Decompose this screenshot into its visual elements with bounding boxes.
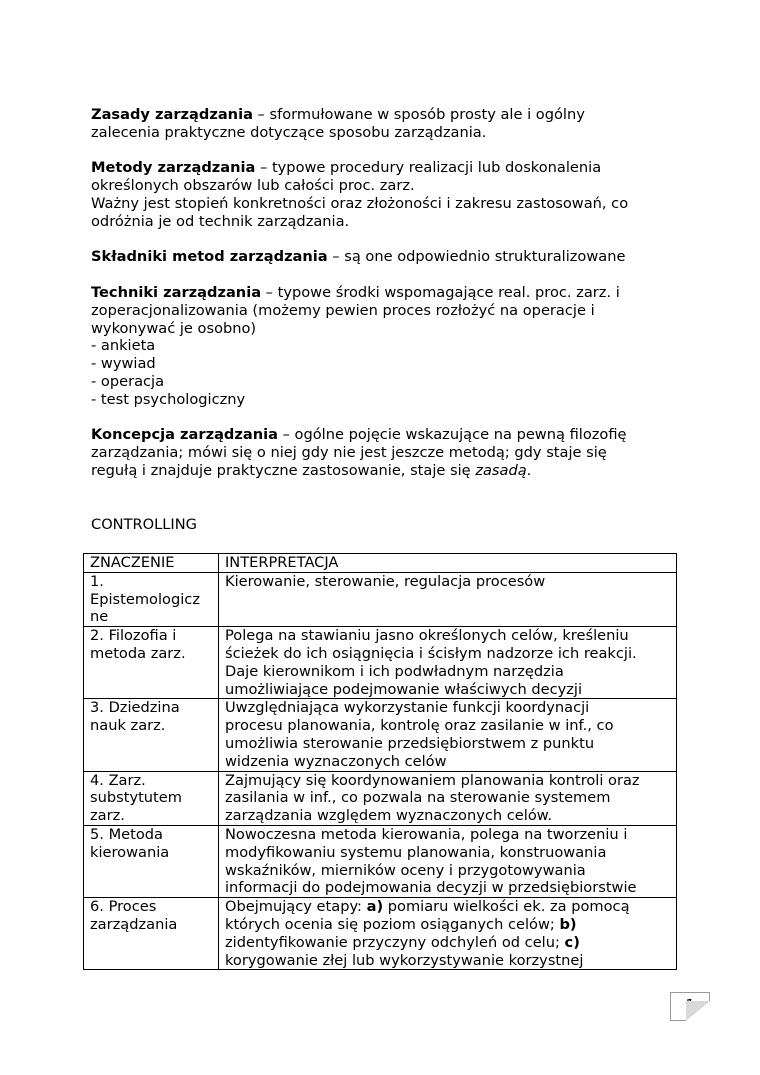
- header-znaczenie: ZNACZENIE: [84, 554, 219, 573]
- page-number: 1: [685, 996, 695, 1014]
- table-header-row: [84, 554, 677, 573]
- page-curl-icon: [686, 1001, 710, 1021]
- document-body: [91, 106, 681, 533]
- table-row: 6. Proces zarządzania Obejmujący etapy: a) pomiaru wielkości ek. za pomocą których ocenia się poziom osiąganych celów; b) zidentyfikowanie przyczyny odchyleń od celu; c) korygowanie złej lub wykorzystywanie korzystnej: [84, 898, 677, 970]
- table-row: 2. Filozofia i metoda zarz. Polega na stawianiu jasno określonych celów, kreśleniu ścieżek do ich osiągnięcia i ścisłym nadzorze ich reakcji. Daje kierownikom i ich podwładnym narzędzia umożliwiające podejmowanie właściwych decyzji: [84, 627, 677, 699]
- controlling-heading: CONTROLLING: [91, 515, 197, 533]
- page-number-box: [670, 992, 710, 1021]
- table-row: 3. Dziedzina nauk zarz. Uwzględniająca wykorzystanie funkcji koordynacji procesu planowania, kontrolę oraz zasilanie w inf., co umożliwia sterowanie przedsiębiorstwem z punktu widzenia wyznaczonych celów: [84, 699, 677, 771]
- table-row: 1. Epistemologicz ne Kierowanie, sterowanie, regulacja procesów: [84, 572, 677, 626]
- table-row: 5. Metoda kierowania Nowoczesna metoda kierowania, polega na tworzeniu i modyfikowaniu systemu planowania, konstruowania wskaźników, mierników oceny i przygotowywania informacji do podejmowania decyzji w przedsiębiorstwie: [84, 825, 677, 897]
- section-metody: Metody zarządzania – typowe procedury realizacji lub doskonalenia określonych obszarów lub całości proc. zarz. Ważny jest stopień konkretności oraz złożoności i zakresu zastosowań, co odróżnia je od technik zarządzania.: [91, 159, 629, 230]
- section-techniki: Techniki zarządzania – typowe środki wspomagające real. proc. zarz. i zoperacjonalizowania (możemy pewien proces rozłożyć na operacje i wykonywać je osobno) - ankieta - wywiad - operacja - test psychologiczny: [91, 283, 620, 408]
- table-row: 4. Zarz. substytutem zarz. Zajmujący się koordynowaniem planowania kontroli oraz zasilania w inf., co pozwala na sterowanie systemem zarządzania względem wyznaczonych celów.: [84, 771, 677, 825]
- section-zasady: Zasady zarządzania – sformułowane w sposób prosty ale i ogólny zalecenia praktyczne dotyczące sposobu zarządzania.: [91, 106, 585, 141]
- section-skladniki: Składniki metod zarządzania – są one odpowiednio strukturalizowane: [91, 248, 626, 266]
- section-koncepcja: Koncepcja zarządzania – ogólne pojęcie wskazujące na pewną filozofię zarządzania; mówi się o niej gdy nie jest jeszcze metodą; gdy staje się regułą i znajduje praktyczne zastosowanie, staje się zasadą.: [91, 426, 627, 479]
- header-interpretacja: INTERPRETACJA: [219, 554, 677, 573]
- controlling-table: [83, 553, 677, 970]
